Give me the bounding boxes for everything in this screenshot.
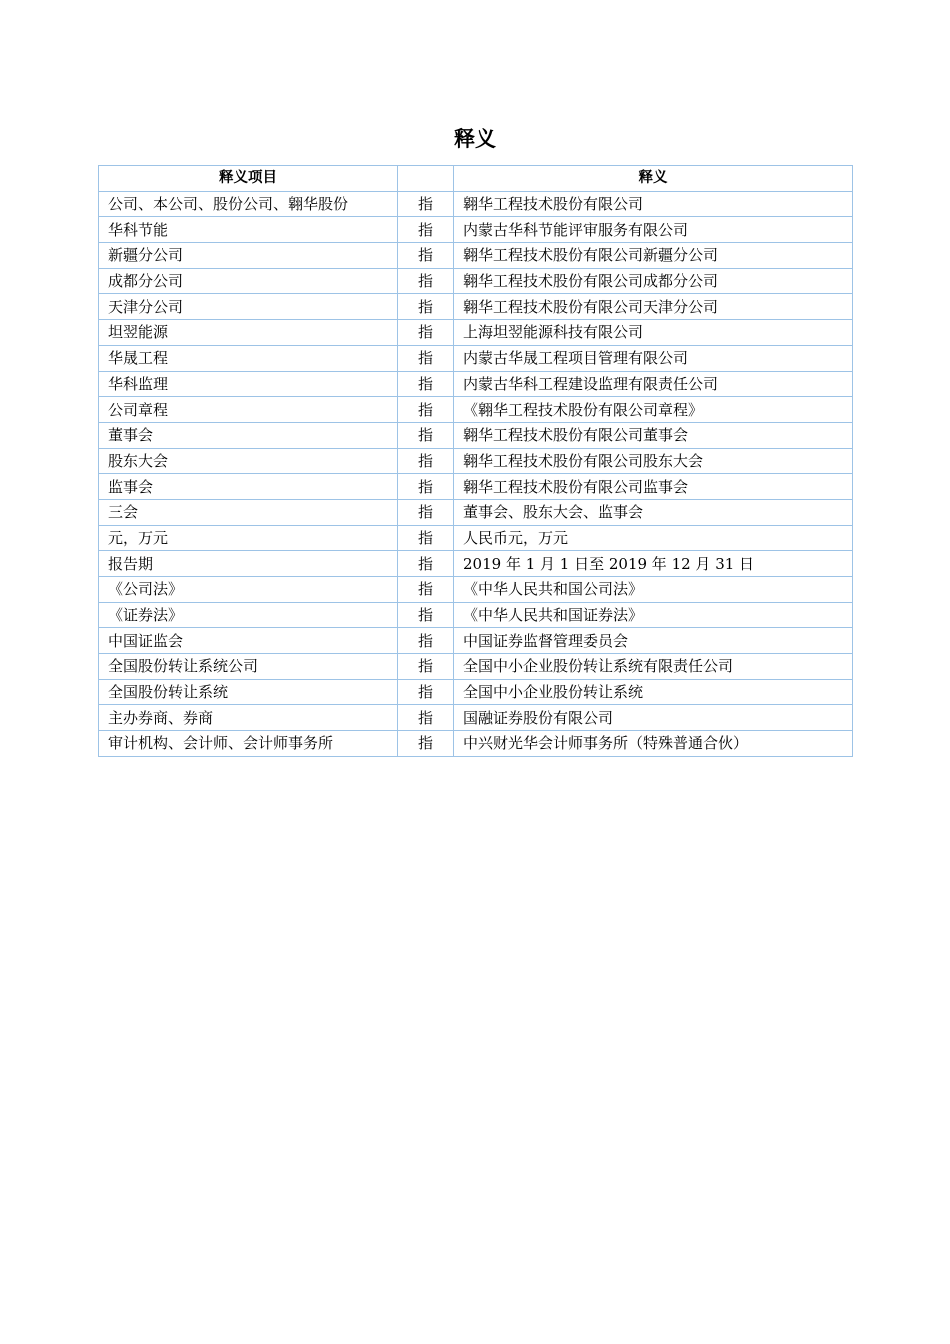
term-cell: 监事会 [99,474,398,500]
definition-cell: 翱华工程技术股份有限公司 [454,191,853,217]
refers-cell: 指 [398,448,454,474]
refers-cell: 指 [398,654,454,680]
term-cell: 华科节能 [99,217,398,243]
page-title: 释义 [454,127,496,151]
definition-cell: 翱华工程技术股份有限公司新疆分公司 [454,243,853,269]
definition-cell: 全国中小企业股份转让系统有限责任公司 [454,654,853,680]
refers-cell: 指 [398,731,454,757]
refers-cell: 指 [398,294,454,320]
definition-cell: 内蒙古华科工程建设监理有限责任公司 [454,371,853,397]
term-cell: 华晟工程 [99,345,398,371]
term-cell: 《公司法》 [99,577,398,603]
table-row [99,551,853,577]
table-row [99,397,853,423]
table-row [99,499,853,525]
term-cell: 公司章程 [99,397,398,423]
definition-cell: 2019 年 1 月 1 日至 2019 年 12 月 31 日 [454,551,853,577]
definition-cell: 翱华工程技术股份有限公司董事会 [454,422,853,448]
term-cell: 全国股份转让系统 [99,679,398,705]
definition-cell: 《中华人民共和国公司法》 [454,577,853,603]
definition-cell: 中兴财光华会计师事务所（特殊普通合伙） [454,731,853,757]
table-row [99,705,853,731]
definition-cell: 中国证券监督管理委员会 [454,628,853,654]
term-cell: 公司、本公司、股份公司、翱华股份 [99,191,398,217]
table-row [99,217,853,243]
term-cell: 主办券商、券商 [99,705,398,731]
term-cell: 董事会 [99,422,398,448]
term-cell: 股东大会 [99,448,398,474]
definition-cell: 《中华人民共和国证券法》 [454,602,853,628]
refers-cell: 指 [398,320,454,346]
term-cell: 天津分公司 [99,294,398,320]
table-row [99,525,853,551]
term-cell: 全国股份转让系统公司 [99,654,398,680]
definition-cell: 内蒙古华科节能评审服务有限公司 [454,217,853,243]
refers-cell: 指 [398,705,454,731]
definition-cell: 国融证券股份有限公司 [454,705,853,731]
table-row [99,191,853,217]
refers-cell: 指 [398,474,454,500]
table-body [99,191,853,756]
table-row [99,320,853,346]
refers-cell: 指 [398,499,454,525]
refers-cell: 指 [398,422,454,448]
refers-cell: 指 [398,243,454,269]
term-cell: 新疆分公司 [99,243,398,269]
term-cell: 三会 [99,499,398,525]
table-row [99,628,853,654]
term-cell: 坦翌能源 [99,320,398,346]
refers-cell: 指 [398,217,454,243]
table-row [99,294,853,320]
definition-cell: 董事会、股东大会、监事会 [454,499,853,525]
table-row [99,345,853,371]
term-cell: 中国证监会 [99,628,398,654]
refers-cell: 指 [398,551,454,577]
definitions-table [98,165,853,757]
definition-cell: 人民币元，万元 [454,525,853,551]
table-row [99,474,853,500]
table-row [99,602,853,628]
refers-cell: 指 [398,268,454,294]
table-row [99,448,853,474]
table-row [99,371,853,397]
definition-cell: 翱华工程技术股份有限公司股东大会 [454,448,853,474]
header-term: 释义项目 [99,166,398,192]
refers-cell: 指 [398,577,454,603]
term-cell: 报告期 [99,551,398,577]
definition-cell: 《翱华工程技术股份有限公司章程》 [454,397,853,423]
term-cell: 审计机构、会计师、会计师事务所 [99,731,398,757]
refers-cell: 指 [398,191,454,217]
definition-cell: 上海坦翌能源科技有限公司 [454,320,853,346]
definition-cell: 翱华工程技术股份有限公司成都分公司 [454,268,853,294]
term-cell: 成都分公司 [99,268,398,294]
term-cell: 华科监理 [99,371,398,397]
table-row [99,679,853,705]
term-cell: 《证券法》 [99,602,398,628]
table-row [99,654,853,680]
table-row [99,577,853,603]
table-row [99,243,853,269]
table-header-row [99,166,853,192]
refers-cell: 指 [398,602,454,628]
table-row [99,731,853,757]
definition-cell: 翱华工程技术股份有限公司天津分公司 [454,294,853,320]
refers-cell: 指 [398,371,454,397]
header-definition: 释义 [454,166,853,192]
table-row [99,268,853,294]
header-refers [398,166,454,192]
definition-cell: 翱华工程技术股份有限公司监事会 [454,474,853,500]
refers-cell: 指 [398,679,454,705]
definition-cell: 全国中小企业股份转让系统 [454,679,853,705]
refers-cell: 指 [398,397,454,423]
refers-cell: 指 [398,345,454,371]
refers-cell: 指 [398,628,454,654]
table-row [99,422,853,448]
term-cell: 元，万元 [99,525,398,551]
refers-cell: 指 [398,525,454,551]
definition-cell: 内蒙古华晟工程项目管理有限公司 [454,345,853,371]
